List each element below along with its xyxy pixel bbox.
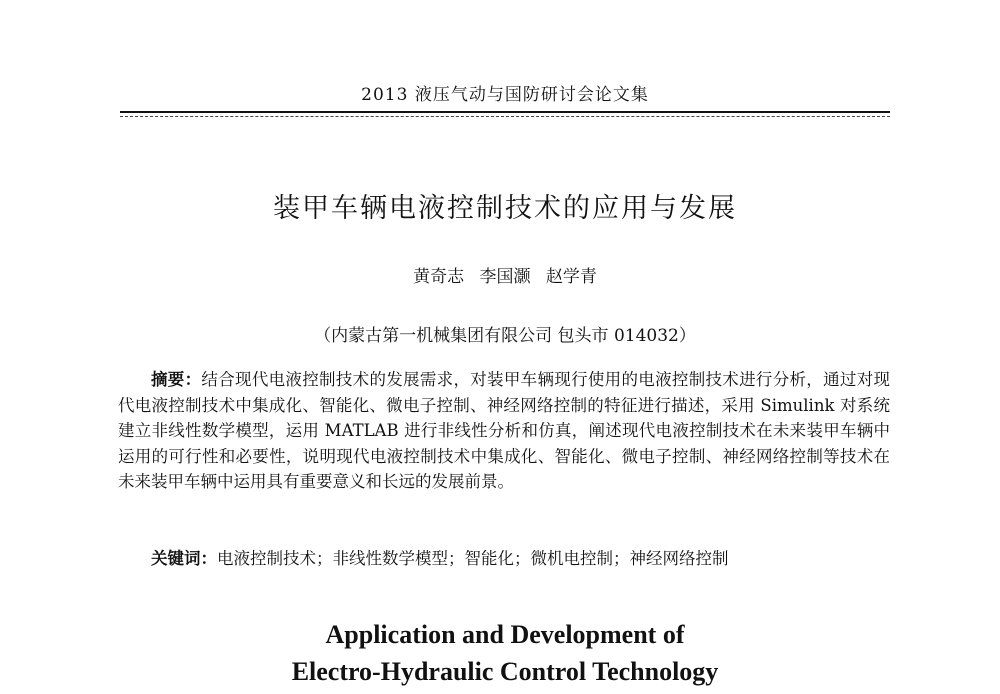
keywords-label: 关键词： xyxy=(151,549,217,568)
paper-title-en xyxy=(100,616,910,690)
abstract-label: 摘要： xyxy=(151,370,202,389)
running-header: 2013 液压气动与国防研讨会论文集 xyxy=(361,85,649,105)
author-name: 黄奇志 xyxy=(413,267,465,287)
author-list xyxy=(100,262,910,287)
paper-title-en-line2: Electro-Hydraulic Control Technology xyxy=(291,657,719,686)
author-name: 赵学青 xyxy=(545,267,597,287)
paper-title-en-line1: Application and Development of xyxy=(325,620,685,649)
header-rule-thin xyxy=(120,116,890,117)
keywords-text: 电液控制技术；非线性数学模型；智能化；微机电控制；神经网络控制 xyxy=(217,549,729,568)
author-name: 李国灏 xyxy=(479,267,531,287)
header-rule-thick xyxy=(120,111,890,113)
abstract xyxy=(118,367,890,495)
paper-title-cn: 装甲车辆电液控制技术的应用与发展 xyxy=(273,193,737,224)
abstract-text: 结合现代电液控制技术的发展需求，对装甲车辆现行使用的电液控制技术进行分析，通过对现代电液控制技术中集成化、智能化、微电子控制、神经网络控制的特征进行描述，采用 Simulink 对系统建立非线性数学模型，运用 MATLAB 进行非线性分析和仿真，阐述现代电液控制技术在未来装甲车辆中运用的可行性和必要性，说明现代电液控制技术中集成化、智能化、微电子控制、神经网络控制等技术在未来装甲车辆中运用具有重要意义和长远的发展前景。 xyxy=(118,370,891,491)
affiliation: （内蒙古第一机械集团有限公司 包头市 014032） xyxy=(314,326,696,346)
keywords xyxy=(118,546,890,571)
